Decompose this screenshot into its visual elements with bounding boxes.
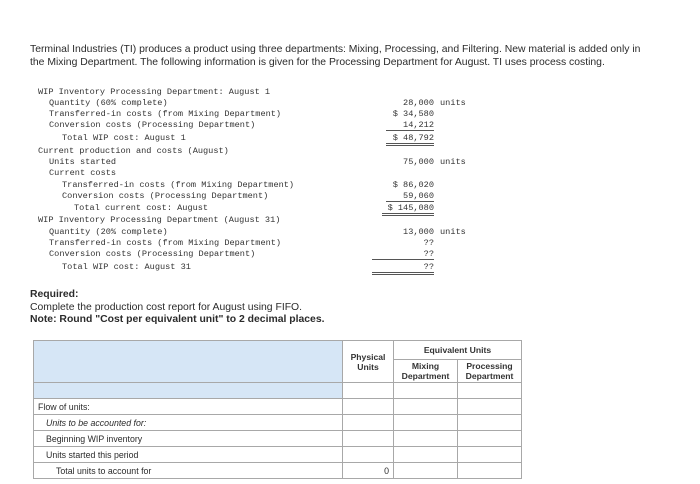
mixing-cell-1 <box>394 415 458 431</box>
row-label-units-to-be-accounted: Units to be accounted for: <box>34 415 343 431</box>
table-row <box>34 447 522 463</box>
units-started-physical-input[interactable] <box>343 447 394 463</box>
row-label-flow-of-units: Flow of units: <box>34 399 343 415</box>
mixing-cell-0 <box>394 399 458 415</box>
production-cost-report <box>33 340 522 479</box>
table-row <box>34 431 522 447</box>
data-value-12: 13,000 <box>403 227 434 237</box>
physical-units-header: Physical Units <box>343 341 394 383</box>
physical-cell-1 <box>343 415 394 431</box>
data-label-8: Transferred-in costs (from Mixing Department) <box>62 180 295 190</box>
data-label-14: Conversion costs (Processing Department) <box>49 249 256 259</box>
equivalent-units-header: Equivalent Units <box>394 341 522 360</box>
data-label-9: Conversion costs (Processing Department) <box>62 191 269 201</box>
data-label-2: Transferred-in costs (from Mixing Department) <box>49 109 282 119</box>
intro-line-1: Terminal Industries (TI) produces a product using three departments: Mixing, Processing, and Filtering. New material is added only in <box>30 44 641 55</box>
data-value-10: $ 145,080 <box>382 203 434 216</box>
mixing-cell-3 <box>394 447 458 463</box>
data-unit-12: units <box>440 227 466 237</box>
report-header-blank <box>34 341 343 383</box>
data-value-9: 59,060 <box>386 191 434 202</box>
problem-intro <box>30 44 685 69</box>
processing-cell-2 <box>458 431 522 447</box>
data-label-4: Total WIP cost: August 1 <box>62 133 186 143</box>
processing-department-header: Processing Department <box>458 360 522 383</box>
data-label-6: Units started <box>49 157 117 167</box>
data-value-14: ?? <box>372 249 434 260</box>
processing-cell-3 <box>458 447 522 463</box>
data-value-15: ?? <box>372 262 434 275</box>
data-value-8: $ 86,020 <box>392 180 434 190</box>
data-label-7: Current costs <box>49 168 117 178</box>
physical-cell-0 <box>343 399 394 415</box>
processing-cell-1 <box>458 415 522 431</box>
data-label-13: Transferred-in costs (from Mixing Department) <box>49 238 282 248</box>
mixing-cell-2 <box>394 431 458 447</box>
data-value-6: 75,000 <box>403 157 434 167</box>
row-label-units-started: Units started this period <box>34 447 343 463</box>
data-label-5: Current production and costs (August) <box>38 146 229 156</box>
table-row <box>34 415 522 431</box>
data-unit-6: units <box>440 157 466 167</box>
mixing-cell-4 <box>394 463 458 479</box>
mixing-department-header: Mixing Department <box>394 360 458 383</box>
data-label-11: WIP Inventory Processing Department (August 31) <box>38 215 281 225</box>
total-units-physical-value: 0 <box>343 463 394 479</box>
data-label-3: Conversion costs (Processing Department) <box>49 120 256 130</box>
processing-cell-4 <box>458 463 522 479</box>
intro-line-2: the Mixing Department. The following information is given for the Processing Department for August. TI uses process costing. <box>30 56 605 68</box>
data-value-3: 14,212 <box>386 120 434 131</box>
data-label-1: Quantity (60% complete) <box>49 98 168 108</box>
required-heading: Required: <box>30 289 79 300</box>
report-spacer <box>34 383 343 399</box>
data-value-13: ?? <box>423 238 434 248</box>
data-unit-1: units <box>440 98 466 108</box>
beginning-wip-physical-input[interactable] <box>343 431 394 447</box>
table-row <box>34 463 522 479</box>
row-label-beginning-wip: Beginning WIP inventory <box>34 431 343 447</box>
required-text: Complete the production cost report for August using FIFO. <box>30 301 303 313</box>
required-section <box>30 289 324 327</box>
data-label-0: WIP Inventory Processing Department: August 1 <box>38 87 271 97</box>
required-note: Note: Round "Cost per equivalent unit" to 2 decimal places. <box>30 314 325 325</box>
data-value-1: 28,000 <box>403 98 434 108</box>
data-label-15: Total WIP cost: August 31 <box>62 262 191 272</box>
row-label-total-units: Total units to account for <box>34 463 343 479</box>
data-label-12: Quantity (20% complete) <box>49 227 168 237</box>
data-value-2: $ 34,580 <box>392 109 434 119</box>
table-row <box>34 399 522 415</box>
processing-cell-0 <box>458 399 522 415</box>
data-label-10: Total current cost: August <box>74 203 209 213</box>
data-value-4: $ 48,792 <box>386 133 434 146</box>
